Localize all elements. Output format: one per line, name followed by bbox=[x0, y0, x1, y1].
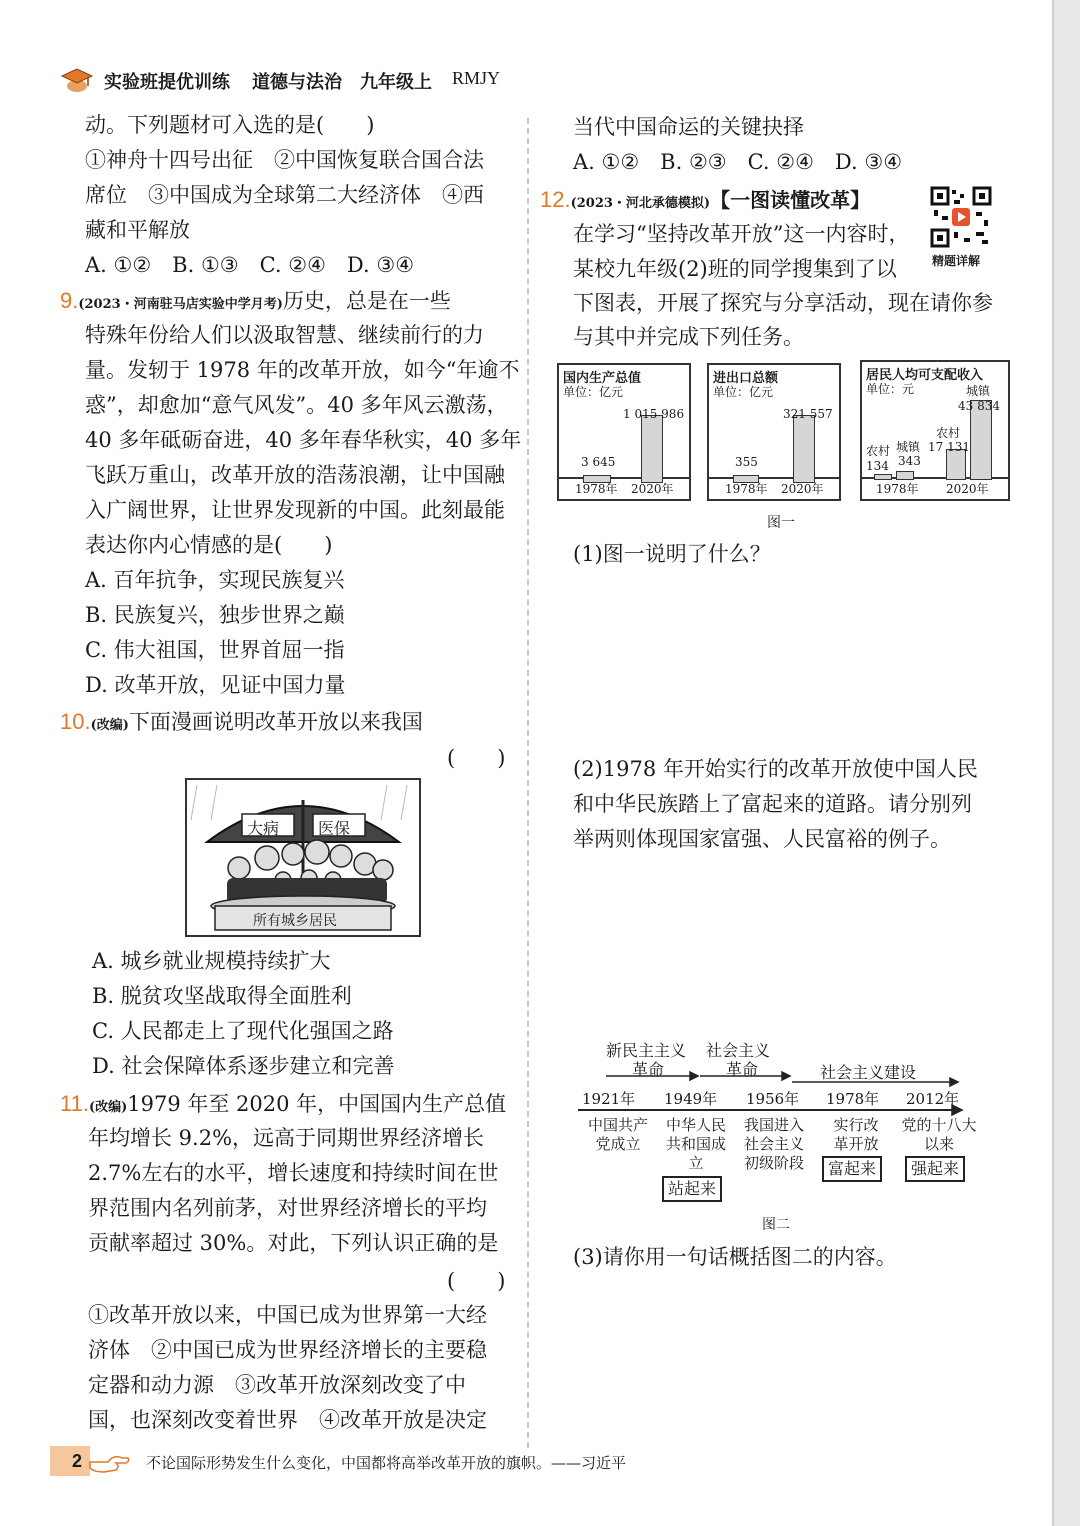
q9-option-a: A. 百年抗争，实现民族复兴 bbox=[85, 568, 345, 592]
chart-gdp-title: 国内生产总值 bbox=[563, 371, 642, 386]
q9-line7: 入广阔世界，让世界发现新的中国。此刻最能 bbox=[85, 498, 505, 522]
q9-line1: 历史，总是在一些 bbox=[282, 289, 451, 313]
chart-income-x-2020: 2020年 bbox=[946, 482, 989, 496]
footer-motto: 不论国际形势发生什么变化，中国都将高举改革开放的旗帜。——习近平 bbox=[146, 1454, 627, 1472]
chart-income-value-r1978: 134 bbox=[866, 459, 889, 473]
chart-income-urban-label: 城镇 bbox=[896, 440, 921, 454]
chart-gdp-label-2020: 1 015 986 bbox=[623, 407, 685, 421]
q8-stem: 动。下列题材可入选的是( ) bbox=[85, 113, 375, 137]
chart-income-x-1978: 1978年 bbox=[876, 482, 919, 496]
subject-title: 道德与法治 bbox=[252, 72, 342, 93]
timeline-year-2012: 2012年 bbox=[906, 1090, 960, 1108]
chart-gdp bbox=[557, 363, 691, 501]
grade-title: 九年级上 bbox=[360, 72, 432, 93]
timeline-year-1921: 1921年 bbox=[582, 1090, 636, 1108]
q11-line5: 贡献率超过 30%。对此，下列认识正确的是 bbox=[88, 1231, 499, 1255]
chart-trade-x-2020: 2020年 bbox=[781, 482, 824, 496]
q12-line1: 在学习“坚持改革开放”这一内容时， bbox=[573, 222, 910, 246]
q12-sub2-line1: (2)1978 年开始实行的改革开放使中国人民 bbox=[573, 757, 978, 781]
q8-line1: ①神舟十四号出征 ②中国恢复联合国合法 bbox=[85, 148, 484, 172]
series-title: 实验班提优训练 bbox=[104, 72, 230, 93]
chart-trade-bar-2020 bbox=[793, 415, 815, 483]
q12-sub1: (1)图一说明了什么？ bbox=[573, 542, 771, 566]
q12-sub2-line2: 和中华民族踏上了富起来的道路。请分别列 bbox=[573, 792, 972, 816]
q12-source: (2023・河北承德模拟) bbox=[570, 196, 711, 211]
q11-source: (改编) bbox=[88, 1100, 128, 1115]
timeline-label-shz: 社会主义 bbox=[706, 1041, 771, 1060]
q11-options: A. ①② B. ②③ C. ②④ D. ③④ bbox=[573, 150, 903, 174]
q12-sub2-line3: 举两则体现国家富强、人民富裕的例子。 bbox=[573, 827, 951, 851]
q11-option-line1: ①改革开放以来，中国已成为世界第一大经 bbox=[88, 1303, 487, 1327]
q9-number: 9. bbox=[60, 288, 79, 313]
q11-option-line4: 国，也深刻改变着世界 ④改革开放是决定 bbox=[88, 1408, 487, 1432]
timeline-label-xmz: 新民主主义 bbox=[606, 1041, 687, 1060]
q12-line4: 与其中并完成下列任务。 bbox=[573, 325, 804, 349]
timeline-year-1956: 1956年 bbox=[746, 1090, 800, 1108]
q12-line3: 下图表，开展了探究与分享活动，现在请你参 bbox=[573, 291, 993, 315]
graduation-cap-icon bbox=[60, 66, 94, 94]
q11-tail-line: 当代中国命运的关键抉择 bbox=[573, 115, 804, 139]
q9-option-b: B. 民族复兴，独步世界之巅 bbox=[85, 603, 345, 627]
timeline-box-fuqilai: 富起来 bbox=[822, 1156, 882, 1182]
q12-tag: 【一图读懂改革】 bbox=[710, 188, 871, 212]
q11-answer-paren: ( ) bbox=[447, 1269, 506, 1293]
q11-line3: 2.7%左右的水平，增长速度和持续时间在世 bbox=[88, 1161, 499, 1185]
chart-income-rural-2020-label: 农村 bbox=[936, 426, 961, 440]
timeline-year-1949: 1949年 bbox=[664, 1090, 718, 1108]
chart-trade-label-2020: 321 557 bbox=[783, 407, 833, 421]
timeline-box-zhanqilai: 站起来 bbox=[662, 1176, 722, 1202]
page-edge bbox=[1052, 0, 1080, 1526]
q11-option-line2: 济体 ②中国已成为世界经济增长的主要稳 bbox=[88, 1338, 487, 1362]
q8-options: A. ①② B. ①③ C. ②④ D. ③④ bbox=[85, 253, 415, 277]
chart-gdp-x-2020: 2020年 bbox=[631, 482, 674, 496]
q10-cartoon bbox=[185, 778, 421, 937]
chart-income-rural-label: 农村 bbox=[866, 444, 891, 458]
chart-gdp-unit: 单位：亿元 bbox=[563, 385, 624, 399]
chart-gdp-x-1978: 1978年 bbox=[575, 482, 618, 496]
q9-line8: 表达你内心情感的是( ) bbox=[85, 533, 333, 557]
q9-line4: 惑”，却愈加“意气风发”。40 多年风云激荡， bbox=[85, 393, 508, 417]
q10-number: 10. bbox=[60, 709, 91, 734]
chart-trade-x-1978: 1978年 bbox=[725, 482, 768, 496]
timeline-event-1949: 中华人民 共和国成 立 bbox=[665, 1116, 726, 1172]
q9-option-d: D. 改革开放，见证中国力量 bbox=[85, 673, 346, 697]
figure2-caption: 图二 bbox=[762, 1217, 790, 1233]
q12-sub3: (3)请你用一句话概括图二的内容。 bbox=[573, 1245, 897, 1269]
q9-source: (2023・河南驻马店实验中学月考) bbox=[78, 297, 283, 312]
q10-option-d: D. 社会保障体系逐步建立和完善 bbox=[92, 1054, 395, 1078]
q10-stem: 下面漫画说明改革开放以来我国 bbox=[128, 710, 423, 734]
cartoon-label-yibao: 医保 bbox=[318, 819, 351, 838]
chart-gdp-bar-2020 bbox=[641, 415, 663, 483]
q10-option-a: A. 城乡就业规模持续扩大 bbox=[92, 949, 331, 973]
cartoon-label-base: 所有城乡居民 bbox=[253, 913, 337, 929]
chart-income-title: 居民人均可支配收入 bbox=[866, 368, 984, 383]
timeline-event-1978: 实行改 革开放 bbox=[833, 1116, 879, 1153]
chart-income-value-u2020: 43 834 bbox=[958, 399, 1000, 413]
page-number: 2 bbox=[50, 1446, 90, 1476]
chart-income-value-r2020: 17 131 bbox=[928, 440, 970, 454]
q11-line2: 年均增长 9.2%，远高于同期世界经济增长 bbox=[88, 1126, 485, 1150]
timeline-figure bbox=[572, 1036, 992, 1206]
timeline-box-qiangqilai: 强起来 bbox=[905, 1156, 965, 1182]
q11-line1: 1979 年至 2020 年，中国国内生产总值 bbox=[127, 1092, 507, 1116]
q10-option-b: B. 脱贫攻坚战取得全面胜利 bbox=[92, 984, 352, 1008]
timeline-year-1978: 1978年 bbox=[826, 1090, 880, 1108]
chart-income-bar-urban-1978 bbox=[896, 471, 914, 480]
figure1-caption: 图一 bbox=[767, 515, 795, 531]
q9-option-c: C. 伟大祖国，世界首屈一指 bbox=[85, 638, 345, 662]
timeline-label-geming1: 革命 bbox=[632, 1060, 665, 1079]
timeline-label-geming2: 革命 bbox=[726, 1060, 759, 1079]
timeline-event-2012: 党的十八大 以来 bbox=[901, 1116, 977, 1153]
q8-line3: 藏和平解放 bbox=[85, 218, 190, 242]
chart-income-unit: 单位：元 bbox=[866, 382, 915, 396]
page-footer bbox=[0, 1444, 1080, 1484]
q9-line5: 40 多年砥砺奋进，40 多年春华秋实，40 多年 bbox=[85, 428, 522, 452]
q10-option-c: C. 人民都走上了现代化强国之路 bbox=[92, 1019, 394, 1043]
q8-line2: 席位 ③中国成为全球第二大经济体 ④西 bbox=[85, 183, 484, 207]
chart-trade-title: 进出口总额 bbox=[713, 371, 779, 386]
chart-income bbox=[860, 360, 1010, 501]
q9-line2: 特殊年份给人们以汲取智慧、继续前行的力 bbox=[85, 323, 484, 347]
column-divider bbox=[527, 118, 529, 1448]
edition-code: RMJY bbox=[452, 68, 501, 88]
chart-income-value-u1978: 343 bbox=[898, 454, 921, 468]
qr-code-icon[interactable] bbox=[930, 186, 992, 248]
q11-option-line3: 定器和动力源 ③改革开放深刻改变了中 bbox=[88, 1373, 466, 1397]
page-header bbox=[60, 64, 580, 96]
q10-source: (改编) bbox=[90, 718, 129, 733]
q11-number: 11. bbox=[60, 1091, 89, 1116]
chart-trade-unit: 单位：亿元 bbox=[713, 385, 774, 399]
timeline-event-1921: 中国共产 党成立 bbox=[587, 1116, 648, 1153]
cartoon-label-dabing: 大病 bbox=[247, 819, 280, 838]
chart-gdp-label-1978: 3 645 bbox=[581, 455, 616, 469]
q9-line3: 量。发轫于 1978 年的改革开放，如今“年逾不 bbox=[85, 358, 520, 382]
chart-income-urban-2020-label: 城镇 bbox=[966, 384, 991, 398]
chart-trade-label-1978: 355 bbox=[735, 455, 758, 469]
chart-trade bbox=[707, 363, 841, 501]
timeline-label-jianshe: 社会主义建设 bbox=[820, 1063, 917, 1082]
q12-line2: 某校九年级(2)班的同学搜集到了以 bbox=[573, 257, 897, 281]
q9-line6: 飞跃万重山，改革开放的浩荡浪潮，让中国融 bbox=[85, 463, 505, 487]
q11-line4: 界范围内名列前茅，对世界经济增长的平均 bbox=[88, 1196, 487, 1220]
q12-number: 12. bbox=[540, 187, 571, 212]
pointing-hand-icon bbox=[86, 1448, 132, 1478]
timeline-event-1956: 我国进入 社会主义 初级阶段 bbox=[743, 1116, 804, 1172]
qr-caption: 精题详解 bbox=[932, 254, 981, 268]
q10-answer-paren: ( ) bbox=[447, 746, 506, 770]
